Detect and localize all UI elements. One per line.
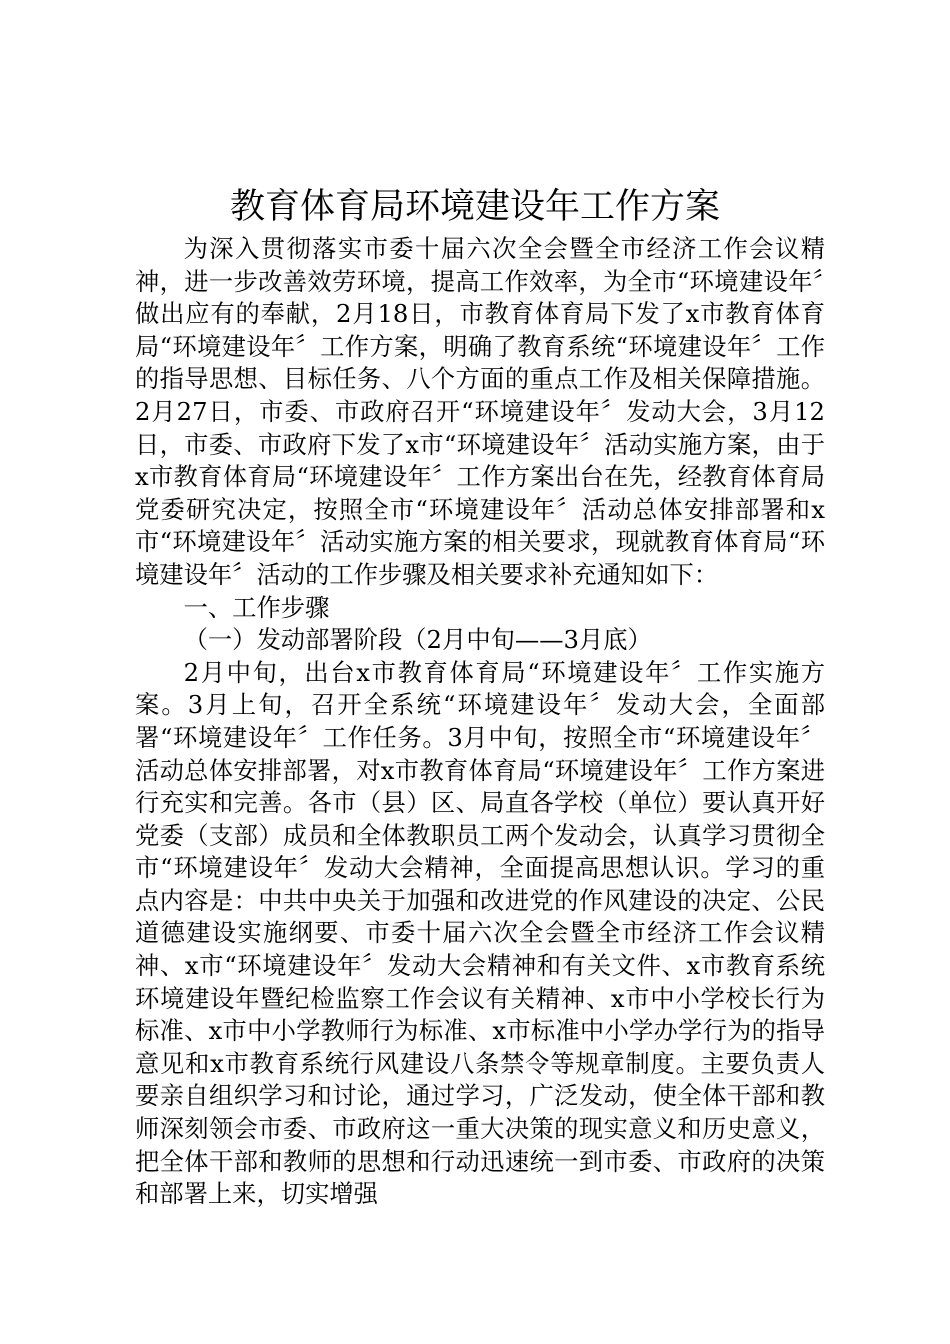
document-body — [135, 233, 825, 1211]
section-heading-work-steps: 一、工作步骤 — [183, 592, 330, 622]
paragraph-mobilization-detail: 2月中旬，出台x市教育体育局“环境建设年〞工作实施方案。3月上旬，召开全系统“环境建设年〞发动大会，全面部署“环境建设年〞工作任务。3月中旬，按照全市“环境建设年〞活动总体安排部署，对x市教育体育局“环境建设年〞工作方案进行充实和完善。各市（县）区、局直各学校（单位）要认真开好党委（支部）成员和全体教职员工两个发动会，认真学习贯彻全市“环境建设年〞发动大会精神，全面提高思想认识。学习的重点内容是：中共中央关于加强和改进党的作风建设的决定、公民道德建设实施纲要、市委十届六次全会暨全市经济工作会议精神、x市“环境建设年〞发动大会精神和有关文件、x市教育系统环境建设年暨纪检监察工作会议有关精神、x市中小学校长行为标准、x市中小学教师行为标准、x市标准中小学办学行为的指导意见和x市教育系统行风建设八条禁令等规章制度。主要负责人要亲自组织学习和讨论，通过学习，广泛发动，使全体干部和教师深刻领会市委、市政府这一重大决策的现实意义和历史意义，把全体干部和教师的思想和行动迅速统一到市委、市政府的决策和部署上来，切实增强 — [135, 657, 825, 1209]
subsection-heading-mobilization: （一）发动部署阶段（2月中旬——3月底） — [183, 625, 652, 655]
paragraph-intro: 为深入贯彻落实市委十届六次全会暨全市经济工作会议精神，进一步改善效劳环境，提高工作效率，为全市“环境建设年〞做出应有的奉献，2月18日，市教育体育局下发了x市教育体育局“环境建设年〞工作方案，明确了教育系统“环境建设年〞工作的指导思想、目标任务、八个方面的重点工作及相关保障措施。2月27日，市委、市政府召开“环境建设年〞发动大会，3月12日，市委、市政府下发了x市“环境建设年〞活动实施方案，由于x市教育体育局“环境建设年〞工作方案出台在先，经教育体育局党委研究决定，按照全市“环境建设年〞活动总体安排部署和x市“环境建设年〞活动实施方案的相关要求，现就教育体育局“环境建设年〞活动的工作步骤及相关要求补充通知如下： — [135, 234, 825, 589]
document-title: 教育体育局环境建设年工作方案 — [229, 187, 720, 227]
